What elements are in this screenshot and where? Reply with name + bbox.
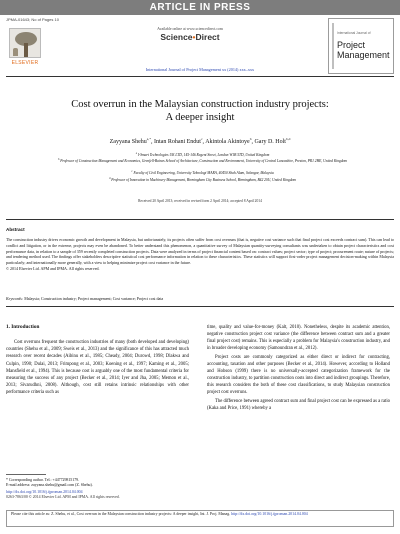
sciencedirect-logo-left: Science <box>160 32 193 42</box>
author-3[interactable]: Akintola Akintoye <box>205 139 250 145</box>
journal-cover[interactable] <box>328 18 394 74</box>
footnotes <box>6 474 189 500</box>
affiliation-a-mark: a <box>135 152 137 155</box>
email-note[interactable]: E-mail address: zayyana.shehu@gmail.com (Z. Shehu). <box>6 483 93 487</box>
footnote-rule <box>6 474 46 475</box>
author-4[interactable]: Gary D. Holt <box>254 139 286 145</box>
affiliation-d-text: Professor of Innovation in Machinery Management, Birmingham City Business School, Birmingham, B42 2SU, United Kingdom <box>111 178 297 183</box>
author-3-affil: b <box>249 137 252 141</box>
affiliation-d-mark: d <box>108 177 111 180</box>
citation-doi-link[interactable]: http://dx.doi.org/10.1016/j.ijproman.2014.04.004 <box>231 512 308 516</box>
affiliation-b-mark: b <box>57 158 60 161</box>
author-2-affil: c <box>200 137 203 141</box>
issn-copyright-line: 0263-7863/00 © 2014 Elsevier Ltd. APM and IPMA. All rights reserved. <box>6 495 120 499</box>
author-1-affil: a,* <box>146 137 151 141</box>
affiliation-d <box>45 177 360 183</box>
available-online-text: Available online at www.sciencedirect.com <box>157 27 223 31</box>
title-line-1: Cost overrun in the Malaysian construction industry projects: <box>71 99 329 110</box>
running-head: JPMA-01643; No of Pages 10 <box>6 17 59 22</box>
intro-paragraph-2: Project costs are commonly categorized as either direct or indirect for contracting, accounting, taxation and other purposes (Becker et al., 2014). However, according to Holland and Hobson (1999) there is no universally-accepted categorization framework for the construction industry, to partition construction costs into direct and indirect groupings. Therefore, this research considers the both of these cost classifications, to study Malaysian construction project cost overruns. <box>207 354 390 396</box>
abstract-text: The construction industry drives economic growth and development in Malaysia, but unfortunately, its projects often suffer from cost overruns (that is, negative cost variance such that final project cost exceeds contract sum). This can lead to conflict and litigation, or in the extreme, projects may even be abandoned. To better understand this phenomenon, a quantitative survey of Malaysian quantity-surveying consultants was undertaken to obtain project characteristics and cost performance data, in relation to a sample of 359 recently completed construction projects. Data were analyzed in terms of project financial content based on: contract values; project sector; type of project; procurement route; nature of projects; and tendering method used. The findings offer stakeholders descriptive statistical cost performance information in relation to these characteristics. These statistics will support first-order project management decision-making within Malaysia particularly; and internationally more generally, with a view to helping minimize project cost variance in the future. <box>6 237 394 266</box>
affiliation-c-mark: c <box>131 170 133 173</box>
article-title <box>20 99 380 124</box>
sciencedirect-logo[interactable] <box>80 32 300 42</box>
cover-title-line2: Management <box>337 50 390 60</box>
header-rule <box>6 76 394 77</box>
intro-paragraph-continued: time, quality and value-for-money (Kalt, 2010). Nonetheless, despite its academic attention, negative construction project cost variance (the difference between contract sum and a greater final project cost) remains. This is especially a problem for Malaysia's construction industry, and in broader developing economy (Samoundran et al., 2012). <box>207 325 390 352</box>
citation-text: Please cite this article as: Z. Shehu, et al., Cost overrun in the Malaysian construction industry projects: A deeper insight, Int. J. Proj. Manag. <box>11 512 231 516</box>
intro-paragraph-1: Cost overruns frequent the construction industries of many (both developed and developing) countries (Shehu et al., 2009; Sweis et al., 2013) and the significance of this has attracted much research over recent decades (Aibinu et al., 1985; Cheady, 2004; Durowd, 1998; Dlakwa and Culpin, 1990; Dulai, 2013; Frimpong et al., 2003; Koening et al., 1997; Kaming et al., 2005; Mansfield et al., 1994). This is because cost is arguably one of the most fundamental criteria for measuring the success of any project (Becker et al., 2014; Iyer and Jha, 2005; Memon et al., 2013; Sivarudhni, 2008). Although, cost still retains intrinsic relationships with other performance criteria such as <box>6 340 189 396</box>
affiliation-a <box>45 152 360 158</box>
keywords-label: Keywords: <box>6 296 24 301</box>
affiliation-b-text: Professor of Construction Management and Economics, Grenfell-Baines School of Architecture, Construction and Environment, University of Central Lancashire, Preston, PR1 2HE, United Kingdom <box>60 159 348 164</box>
affiliation-c <box>45 170 360 176</box>
affiliation-c-text: Faculty of Civil Engineering, University Teknologi MARA, 40450 Shah Alam, Selangor, Malaysia <box>133 171 274 176</box>
elsevier-wordmark: ELSEVIER <box>11 60 39 66</box>
abstract-heading: Abstract <box>6 227 25 232</box>
sciencedirect-logo-right: Direct <box>195 32 220 42</box>
journal-citation-line[interactable]: International Journal of Project Management xx (2014) xxx–xxx <box>145 67 255 72</box>
author-2[interactable]: Intan Rohani Endut <box>153 139 201 145</box>
cover-small-text: International Journal of <box>337 31 371 35</box>
keywords-line <box>6 296 394 301</box>
title-line-2: A deeper insight <box>165 111 235 123</box>
intro-paragraph-3: The difference between agreed contract sum and final project cost can be expressed as a ratio (Kaka and Price, 1991) whereby a <box>207 398 390 411</box>
keywords-text: Malaysia; Construction industry; Project management; Cost variance; Project cost data <box>24 296 164 301</box>
author-4-affil: b,d <box>285 137 291 141</box>
sciencedirect-block <box>80 27 300 42</box>
author-list: Zayyana Shehu$^{a,*}$, Intan Rohani Endut$^c$, Akintola Akintoye$^b$, Gary D. Holt$^{b,d}$ <box>109 137 291 145</box>
elsevier-tree-icon <box>9 28 41 58</box>
received-dates: Received 20 April 2013; received in revised form 2 April 2014; accepted 8 April 2014 <box>138 199 262 203</box>
doi-link[interactable]: http://dx.doi.org/10.1016/j.ijproman.2014.04.004 <box>6 490 83 494</box>
abstract-copyright: © 2014 Elsevier Ltd. APM and IPMA. All rights reserved. <box>6 265 100 271</box>
sciencedirect-logo-dot: • <box>192 32 196 42</box>
abstract-body <box>6 237 394 272</box>
section-heading-introduction: 1. Introduction <box>6 324 40 330</box>
article-in-press-banner: ARTICLE IN PRESS <box>0 0 400 15</box>
left-column <box>6 324 189 396</box>
author-1[interactable]: Zayyana Shehu <box>109 139 147 145</box>
cover-title-line1: Project <box>337 40 366 50</box>
citation-box <box>6 510 394 527</box>
affiliation-b <box>45 158 360 164</box>
affiliation-a-text: I-Smart Technologies UK LTD, 145-146 Regent Street, London W1B 5TD, United Kingdom <box>137 153 270 158</box>
right-column <box>207 324 390 412</box>
corresponding-author-note: * Corresponding author. Tel.: +447729815179. <box>6 478 80 482</box>
abstract-top-rule <box>6 219 394 220</box>
keywords-bottom-rule <box>6 306 394 307</box>
